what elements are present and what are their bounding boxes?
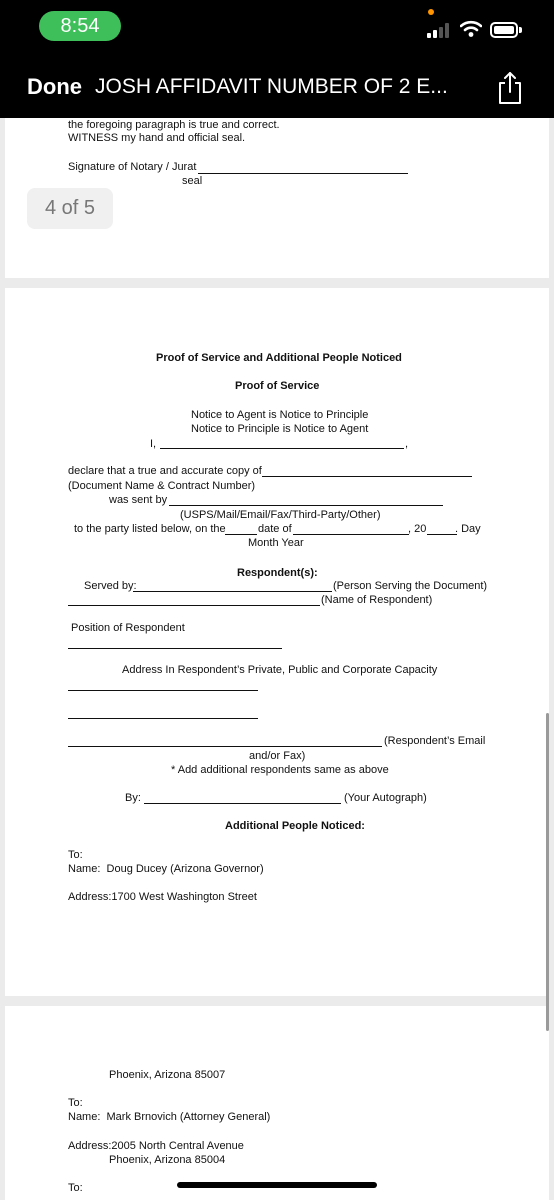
email-blank-line bbox=[68, 746, 382, 747]
by-label: By: bbox=[125, 792, 141, 804]
position-blank-line bbox=[68, 648, 282, 649]
text-line: WITNESS my hand and official seal. bbox=[68, 132, 246, 144]
done-button[interactable]: Done bbox=[27, 74, 82, 99]
share-icon[interactable] bbox=[496, 70, 524, 106]
party-line-label: to the party listed below, on the bbox=[74, 523, 226, 535]
to-label: To: bbox=[68, 849, 83, 861]
month-year-label: Month Year bbox=[248, 537, 304, 549]
page-heading: Proof of Service and Additional People Noticed bbox=[156, 352, 402, 364]
battery-tip bbox=[519, 27, 522, 33]
recipient-city: Phoenix, Arizona 85004 bbox=[109, 1154, 226, 1166]
document-name-hint: (Document Name & Contract Number) bbox=[68, 480, 256, 492]
year-prefix: , 20 bbox=[408, 523, 427, 535]
person-serving-hint: (Person Serving the Document) bbox=[333, 580, 488, 592]
recipient-name: Name: Mark Brnovich (Attorney General) bbox=[68, 1111, 271, 1123]
email-hint: (Respondent’s Email bbox=[384, 735, 486, 747]
text-line: the foregoing paragraph is true and correct. bbox=[68, 119, 280, 131]
notice-line: Notice to Agent is Notice to Principle bbox=[191, 409, 369, 421]
battery-icon bbox=[490, 22, 518, 38]
additional-people-heading: Additional People Noticed: bbox=[225, 820, 365, 832]
email-hint-continued: and/or Fax) bbox=[249, 750, 306, 762]
day-label: . Day bbox=[455, 523, 481, 535]
recipient-address: Address:1700 West Washington Street bbox=[68, 891, 257, 903]
recipient-city: Phoenix, Arizona 85007 bbox=[109, 1069, 226, 1081]
notice-line: Notice to Principle is Notice to Agent bbox=[191, 423, 369, 435]
served-by-label: Served by: bbox=[84, 580, 137, 592]
section-heading: Proof of Service bbox=[235, 380, 320, 392]
document-blank-line bbox=[262, 476, 472, 477]
status-time: 8:54 bbox=[39, 11, 121, 41]
to-label: To: bbox=[68, 1097, 83, 1109]
scroll-indicator[interactable] bbox=[546, 713, 549, 1031]
recipient-name: Name: Doug Ducey (Arizona Governor) bbox=[68, 863, 264, 875]
method-blank-line bbox=[169, 505, 443, 506]
recipient-address: Address:2005 North Central Avenue bbox=[68, 1140, 244, 1152]
address-heading: Address In Respondent’s Private, Public and Corporate Capacity bbox=[122, 664, 438, 676]
position-label: Position of Respondent bbox=[71, 622, 185, 634]
top-bar bbox=[0, 0, 554, 118]
i-label: I, bbox=[150, 438, 157, 450]
address-line-2 bbox=[68, 718, 258, 719]
notary-signature-label: Signature of Notary / Jurat bbox=[68, 161, 197, 173]
comma: , bbox=[405, 438, 409, 450]
day-blank-line bbox=[225, 534, 257, 535]
document-title: JOSH AFFIDAVIT NUMBER OF 2 E... bbox=[95, 75, 448, 98]
privacy-indicator-dot bbox=[428, 9, 434, 15]
address-line-1 bbox=[68, 690, 258, 691]
date-of-label: date of bbox=[258, 523, 292, 535]
name-respondent-hint: (Name of Respondent) bbox=[321, 594, 433, 606]
declare-label: declare that a true and accurate copy of bbox=[68, 465, 262, 477]
home-indicator[interactable] bbox=[177, 1182, 377, 1188]
additional-respondents-note: * Add additional respondents same as above bbox=[171, 764, 389, 776]
autograph-blank-line bbox=[144, 803, 341, 804]
wifi-icon bbox=[460, 20, 482, 38]
sent-by-label: was sent by bbox=[109, 494, 168, 506]
seal-label: seal bbox=[182, 175, 203, 187]
served-by-blank-line bbox=[133, 591, 332, 592]
name-blank-line bbox=[160, 448, 404, 449]
respondent-name-line bbox=[68, 605, 320, 606]
signature-line bbox=[198, 173, 408, 174]
date-blank-line bbox=[293, 534, 409, 535]
cellular-signal-icon bbox=[427, 22, 453, 38]
document-page-5 bbox=[5, 288, 549, 996]
page-indicator: 4 of 5 bbox=[27, 188, 113, 229]
methods-hint: (USPS/Mail/Email/Fax/Third-Party/Other) bbox=[180, 509, 381, 521]
respondents-heading: Respondent(s): bbox=[237, 567, 318, 579]
to-label: To: bbox=[68, 1182, 83, 1194]
document-page-6 bbox=[5, 1006, 549, 1200]
autograph-hint: (Your Autograph) bbox=[344, 792, 427, 804]
year-blank-line bbox=[427, 534, 457, 535]
